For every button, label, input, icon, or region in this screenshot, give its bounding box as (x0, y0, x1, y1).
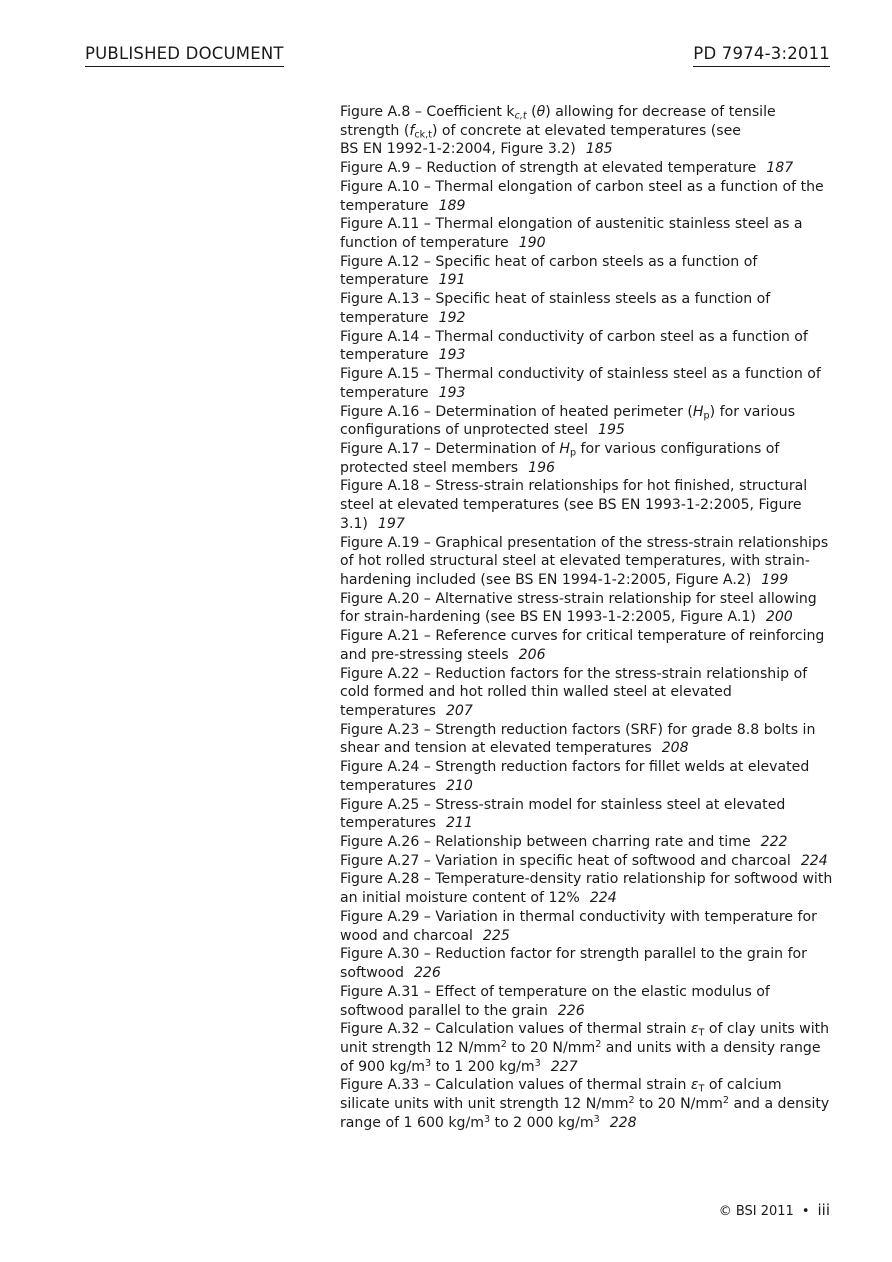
toc-entry-a9: Figure A.9 – Reduction of strength at elevated temperature 187 (340, 160, 794, 177)
toc-entry-a11: Figure A.11 – Thermal elongation of austenitic stainless steel as a function of temperature 190 (340, 216, 803, 252)
page-number: 191 (438, 272, 466, 289)
page-number: 193 (438, 347, 466, 364)
page-number: 224 (589, 890, 617, 907)
toc-entry-a19: Figure A.19 – Graphical presentation of the stress-strain relationships of hot rolled structural steel at elevated temperatures, with strain-hardening included (see BS EN 1994-1-2:2005, Figure A.2) 199 (340, 534, 829, 588)
page-number: 208 (661, 740, 689, 757)
toc-entry-a20: Figure A.20 – Alternative stress-strain relationship for steel allowing for strain-hardening (see BS EN 1993-1-2:2005, Figure A.1) 200 (340, 590, 817, 626)
page-number: 195 (598, 422, 625, 439)
page-number: 192 (438, 309, 466, 326)
toc-entry-a13: Figure A.13 – Specific heat of stainless steels as a function of temperature 192 (340, 291, 771, 326)
page-number: 222 (760, 834, 788, 851)
copyright-notice: © BSI 2011 (718, 1204, 794, 1219)
page-number: 196 (528, 459, 556, 476)
page-number: 199 (761, 571, 789, 588)
page-number: 207 (445, 703, 473, 719)
list-of-figures (340, 103, 835, 1133)
page-number: 190 (518, 235, 546, 252)
toc-entry-a27: Figure A.27 – Variation in specific heat of softwood and charcoal 224 (340, 852, 828, 869)
page-number: 210 (445, 777, 473, 794)
folio-page-number: iii (817, 1201, 830, 1219)
page-number: 185 (585, 141, 613, 158)
page-number: 211 (445, 815, 473, 832)
page-number: 225 (482, 927, 510, 944)
page-number: 193 (438, 384, 466, 401)
page-number: 226 (557, 1002, 585, 1019)
page-number: 200 (765, 609, 793, 626)
toc-entry-a26: Figure A.26 – Relationship between charring rate and time 222 (340, 834, 788, 851)
toc-entry-a32: Figure A.32 – Calculation values of thermal strain $\varepsilon_T$ of clay units with unit strength 12 $N/mm^2$ to 20 $N/mm^2$ and units with a density range of 900 $kg/m^3$ to 1 200 $kg/m^3$ 227 (340, 1021, 830, 1075)
page-footer (719, 1201, 830, 1221)
toc-entry-a23: Figure A.23 – Strength reduction factors (SRF) for grade 8.8 bolts in shear and tension at elevated temperatures 208 (340, 721, 816, 757)
toc-entry-a8: Figure A.8 – Coefficient $k_{c,t}$ (θ) allowing for decrease of tensile strength $(f_{ck,t})$ of concrete at elevated temperatures (see BS EN 1992-1-2:2004, Figure 3.2) 185 (340, 104, 776, 158)
toc-entry-a28: Figure A.28 – Temperature-density ratio relationship for softwood with an initial moisture content of 12% 224 (340, 871, 833, 907)
toc-entry-a16: Figure A.16 – Determination of heated perimeter $(H_p)$ for various configurations of unprotected steel 195 (340, 403, 796, 439)
toc-entry-a29: Figure A.29 – Variation in thermal conductivity with temperature for wood and charcoal 225 (340, 908, 817, 944)
toc-entry-a25: Figure A.25 – Stress-strain model for stainless steel at elevated temperatures 211 (340, 796, 786, 832)
toc-entry-a33: Figure A.33 – Calculation values of thermal strain $\varepsilon_T$ of calcium silicate units with unit strength 12 $N/mm^2$ to 20 $N/mm^2$ and a density range of 1 600 $kg/m^3$ to 2 000 $kg/m^3$ 228 (340, 1077, 830, 1131)
running-header-left: PUBLISHED DOCUMENT (85, 44, 284, 67)
page-number: 187 (766, 160, 794, 177)
toc-entry-a15: Figure A.15 – Thermal conductivity of stainless steel as a function of temperature 193 (340, 366, 821, 401)
toc-entry-a30: Figure A.30 – Reduction factor for strength parallel to the grain for softwood 226 (340, 946, 807, 982)
toc-entry-a18: Figure A.18 – Stress-strain relationships for hot finished, structural steel at elevated temperatures (see BS EN 1993-1-2:2005, Figure 3.1) 197 (340, 478, 808, 532)
toc-entry-a17: Figure A.17 – Determination of $H_p$ for various configurations of protected steel members 196 (340, 440, 780, 476)
page-number: 226 (413, 965, 441, 982)
toc-entry-a12: Figure A.12 – Specific heat of carbon steels as a function of temperature 191 (340, 253, 758, 289)
page-number: 206 (518, 646, 546, 663)
page-number: 224 (800, 852, 828, 869)
page-number: 189 (438, 197, 466, 214)
toc-entry-a10: Figure A.10 – Thermal elongation of carbon steel as a function of the temperature 189 (340, 178, 824, 214)
footer-bullet: • (801, 1204, 810, 1219)
page-number: 228 (609, 1114, 637, 1131)
running-header-right: PD 7974-3:2011 (693, 44, 830, 67)
toc-entry-a31: Figure A.31 – Effect of temperature on the elastic modulus of softwood parallel to the grain 226 (340, 983, 770, 1019)
page-number: 227 (550, 1058, 578, 1075)
page-number: 197 (377, 515, 405, 532)
toc-entry-a22: Figure A.22 – Reduction factors for the stress-strain relationship of cold formed and hot rolled thin walled steel at elevated temperatures 207 (340, 665, 808, 719)
toc-entry-a21: Figure A.21 – Reference curves for critical temperature of reinforcing and pre-stressing steels 206 (340, 628, 825, 663)
toc-entry-a24: Figure A.24 – Strength reduction factors for fillet welds at elevated temperatures 210 (340, 759, 810, 794)
toc-entry-a14: Figure A.14 – Thermal conductivity of carbon steel as a function of temperature 193 (340, 328, 808, 364)
